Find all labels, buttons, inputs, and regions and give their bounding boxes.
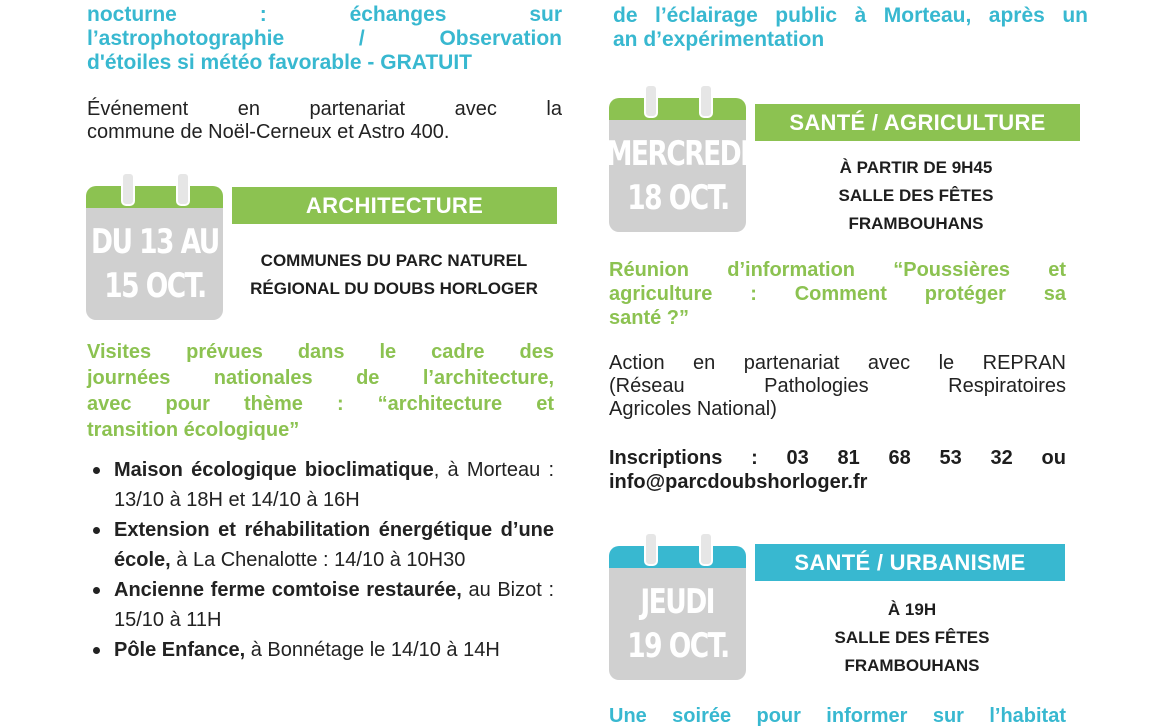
calendar-icon-sante-urbanisme (609, 532, 746, 680)
event-info (752, 596, 1072, 680)
category-banner-sante-agriculture: SANTÉ / AGRICULTURE (755, 104, 1080, 141)
visit-detail: à La Chenalotte : 14/10 à 10H30 (170, 549, 466, 571)
calendar-date-line1: MERCREDI (606, 134, 749, 174)
right-top-headline (613, 4, 1088, 52)
calendar-ring (644, 532, 658, 566)
text-line: (Réseau Pathologies Respiratoires (609, 375, 1066, 397)
headline-line: nocturne : échanges sur (87, 3, 562, 26)
text-line: commune de Noël-Cerneux et Astro 400. (87, 121, 450, 143)
headline-line: an d’expérimentation (613, 28, 825, 51)
sante-urbanisme-headline (609, 704, 1066, 728)
calendar-body (606, 120, 749, 232)
calendar-body (86, 208, 223, 320)
info-town: FRAMBOUHANS (844, 656, 980, 675)
headline-line: agriculture : Comment protéger sa (609, 283, 1066, 305)
location-info (228, 247, 560, 303)
sante-agriculture-headline (609, 258, 1066, 330)
visit-detail: , à Morteau : 13/10 à 18H et 14/10 à 16H (114, 459, 554, 511)
category-banner-sante-urbanisme: SANTÉ / URBANISME (755, 544, 1065, 581)
calendar-icon-sante-agriculture (606, 84, 749, 232)
location-line: RÉGIONAL DU DOUBS HORLOGER (250, 279, 538, 298)
calendar-ring (699, 84, 713, 118)
headline-line: journées nationales de l’architecture, (87, 367, 554, 389)
list-item (87, 635, 554, 665)
inscriptions-phone: Inscriptions : 03 81 68 53 32 ou (609, 447, 1066, 469)
text-line: Action en partenariat avec le REPRAN (609, 352, 1066, 374)
info-town: FRAMBOUHANS (848, 214, 984, 233)
calendar-date-line2: 15 OCT. (103, 266, 206, 306)
info-venue: SALLE DES FÊTES (838, 186, 994, 205)
calendar-date-line2: 18 OCT. (626, 178, 729, 218)
headline-line: transition écologique” (87, 419, 300, 441)
headline-line: l’astrophotographie / Observation (87, 27, 562, 50)
partner-text (609, 352, 1066, 421)
calendar-ring (176, 172, 190, 206)
headline-line: Réunion d’information “Poussières et (609, 259, 1066, 281)
headline-line: d'étoiles si météo favorable - GRATUIT (87, 51, 473, 74)
calendar-date-line1: JEUDI (640, 582, 715, 622)
info-time: À PARTIR DE 9H45 (839, 158, 993, 177)
architecture-headline (87, 339, 554, 443)
headline-line: Une soirée pour informer sur l’habitat (609, 705, 1066, 727)
calendar-ring (121, 172, 135, 206)
event-info (752, 154, 1080, 238)
calendar-ring (644, 84, 658, 118)
left-top-headline (87, 3, 562, 75)
headline-line: avec pour thème : “architecture et (87, 393, 554, 415)
calendar-header (609, 546, 746, 570)
inscriptions (609, 446, 1066, 494)
partner-text (87, 98, 562, 144)
visit-name: Ancienne ferme comtoise restaurée, (114, 579, 462, 601)
info-time: À 19H (887, 600, 937, 619)
headline-line: de l’éclairage public à Morteau, après un (613, 4, 1088, 27)
location-line: COMMUNES DU PARC NATUREL (260, 251, 528, 270)
visits-list (87, 455, 554, 665)
headline-line: Visites prévues dans le cadre des (87, 341, 554, 363)
visit-name: Pôle Enfance, (114, 639, 246, 661)
visit-detail: au Bizot : 15/10 à 11H (114, 579, 554, 631)
visit-name: Extension et réhabilitation énergétique d’une école, (114, 519, 554, 571)
calendar-body (609, 568, 746, 680)
list-item (87, 515, 554, 575)
text-line: Événement en partenariat avec la (87, 98, 562, 120)
calendar-header (609, 98, 746, 122)
calendar-date-line2: 19 OCT. (626, 626, 729, 666)
visit-name: Maison écologique bioclimatique (114, 459, 434, 481)
headline-line: santé ?” (609, 307, 690, 329)
calendar-icon-architecture (86, 172, 223, 322)
category-banner-architecture: ARCHITECTURE (232, 187, 557, 224)
inscriptions-email[interactable]: info@parcdoubshorloger.fr (609, 471, 868, 493)
calendar-date-line1: DU 13 AU (90, 222, 219, 262)
list-item (87, 575, 554, 635)
info-venue: SALLE DES FÊTES (834, 628, 990, 647)
calendar-ring (699, 532, 713, 566)
text-line: Agricoles National) (609, 398, 777, 420)
visit-detail: à Bonnétage le 14/10 à 14H (245, 639, 500, 661)
calendar-header (86, 186, 223, 210)
list-item (87, 455, 554, 515)
